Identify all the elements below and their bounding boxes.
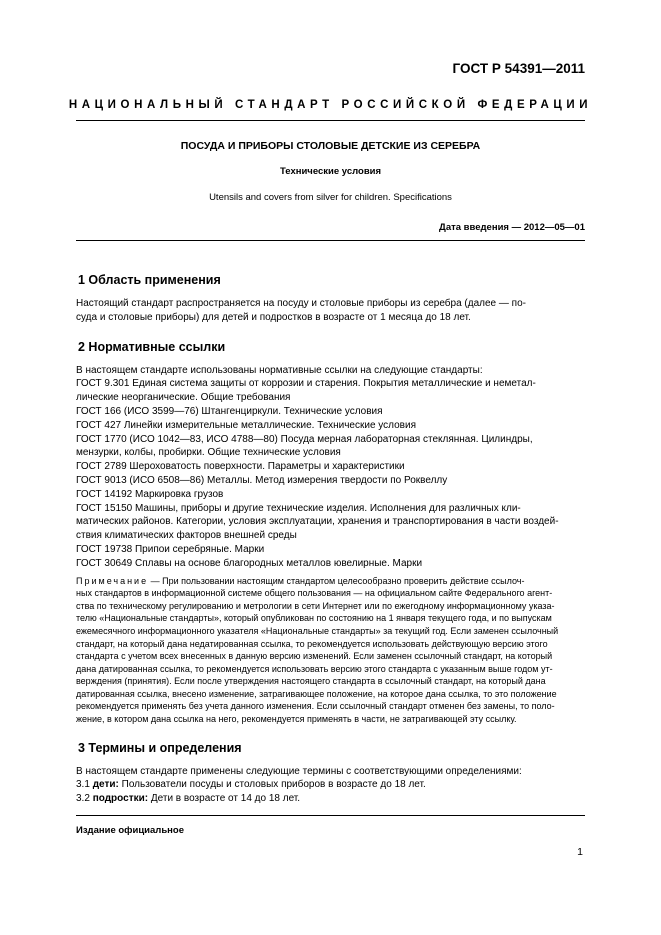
page-number: 1 [577,846,583,858]
term-definition: Дети в возрасте от 14 до 18 лет. [150,793,301,805]
note-line: ных стандартов в информационной системе общего пользования — на официальном сайте Федерального агент- [76,588,553,599]
reference-item: ГОСТ 14192 Маркировка грузов [76,488,224,500]
section-2-heading: 2 Нормативные ссылки [78,339,226,354]
note-line: ежемесячного информационного указателя «Национальные стандарты» за текущий год. Если заменен ссылочный [76,625,559,636]
reference-item: ГОСТ 9013 (ИСО 6508—86) Металлы. Метод измерения твердости по Роквеллу [76,474,448,486]
note-line: датированная ссылка, внесено изменение, затрагивающее положение, на которое дана ссылка, то это положение [76,688,557,699]
reference-item: ГОСТ 427 Линейки измерительные металлические. Технические условия [76,419,416,431]
term-name: дети: [92,779,119,791]
edition-label: Издание официальное [76,825,184,836]
term-number: 3.2 [76,793,90,805]
note-block [76,575,585,726]
note-label: Примечание [76,575,149,586]
note-line: рекомендуется применять без учета данного изменения. Если ссылочный стандарт отменен без замены, то поло- [76,701,555,712]
date-of-introduction: Дата введения — 2012—05—01 [439,222,585,233]
reference-item: ГОСТ 1770 (ИСО 1042—83, ИСО 4788—80) Посуда мерная лабораторная стеклянная. Цилиндры, [76,433,533,445]
text-line: В настоящем стандарте применены следующие термины с соответствующими определениями: [76,765,522,777]
term-name: подростки: [92,793,149,805]
note-line: ства по техническому регулированию и метрологии в сети Интернет или по ежегодному информационному указа- [76,600,555,611]
text-line: мензурки, колбы, пробирки. Общие технические условия [76,447,341,459]
reference-item: ГОСТ 166 (ИСО 3599—76) Штангенциркули. Технические условия [76,405,383,417]
section-3-heading: 3 Термины и определения [78,740,242,755]
header-divider [76,120,585,121]
national-standard-line: НАЦИОНАЛЬНЫЙ СТАНДАРТ РОССИЙСКОЙ ФЕДЕРАЦИИ [68,99,593,111]
text-line: матических районов. Категории, условия эксплуатации, хранения и транспортирования в части воздей- [76,516,559,528]
date-divider [76,240,585,241]
section-2-references [76,364,585,571]
footer-divider [76,815,585,816]
term-item [76,778,585,792]
text-line: ствия климатических факторов внешней среды [76,530,297,542]
note-line: дана датированная ссылка, то рекомендуется использовать версию этого стандарта с указанным выше годом ут- [76,663,553,674]
section-3-terms [76,765,585,806]
note-line: телю «Национальные стандарты», который опубликован по состоянию на 1 января текущего года, и по выпускам [76,613,552,624]
note-line: жение, в котором дана ссылка на него, рекомендуется применять в части, не затрагивающей эту ссылку. [76,714,517,725]
text-line: В настоящем стандарте использованы нормативные ссылки на следующие стандарты: [76,364,483,376]
document-body [76,272,585,806]
document-title: ПОСУДА И ПРИБОРЫ СТОЛОВЫЕ ДЕТСКИЕ ИЗ СЕРЕБРА [180,140,481,152]
document-id: ГОСТ Р 54391—2011 [452,61,585,76]
section-1-heading: 1 Область применения [78,273,221,287]
document-subtitle: Технические условия [279,166,382,177]
reference-item: ГОСТ 30649 Сплавы на основе благородных металлов ювелирные. Марки [76,557,423,569]
reference-item: ГОСТ 19738 Припои серебряные. Марки [76,543,265,555]
document-title-english: Utensils and covers from silver for children. Specifications [209,192,452,203]
term-number: 3.1 [76,779,90,791]
text-line: лические неорганические. Общие требования [76,392,291,404]
reference-item: ГОСТ 9.301 Единая система защиты от коррозии и старения. Покрытия металлические и неметал- [76,378,536,390]
text-line: Настоящий стандарт распространяется на посуду и столовые приборы из серебра (далее — по- [76,298,526,309]
term-definition: Пользователи посуды и столовых приборов в возрасте до 18 лет. [121,779,426,791]
note-line: стандарт, на который дана недатированная ссылка, то рекомендуется использовать действующую версию этого [76,638,548,649]
text-line: суда и столовые приборы) для детей и подростков в возрасте от 1 месяца до 18 лет. [76,311,471,323]
note-line: стандарта с учетом всех внесенных в данную версию изменений. Если заменен ссылочный стандарт, на который [76,651,553,662]
reference-item: ГОСТ 2789 Шероховатость поверхности. Параметры и характеристики [76,461,405,473]
reference-item: ГОСТ 15150 Машины, приборы и другие технические изделия. Исполнения для различных кли- [76,502,521,514]
section-1-paragraph [76,297,585,325]
note-line: — При пользовании настоящим стандартом целесообразно проверить действие ссылоч- [148,575,525,586]
term-item [76,792,585,806]
note-line: верждения (принятия). Если после утверждения настоящего стандарта в ссылочный стандарт, на который дана [76,676,546,687]
